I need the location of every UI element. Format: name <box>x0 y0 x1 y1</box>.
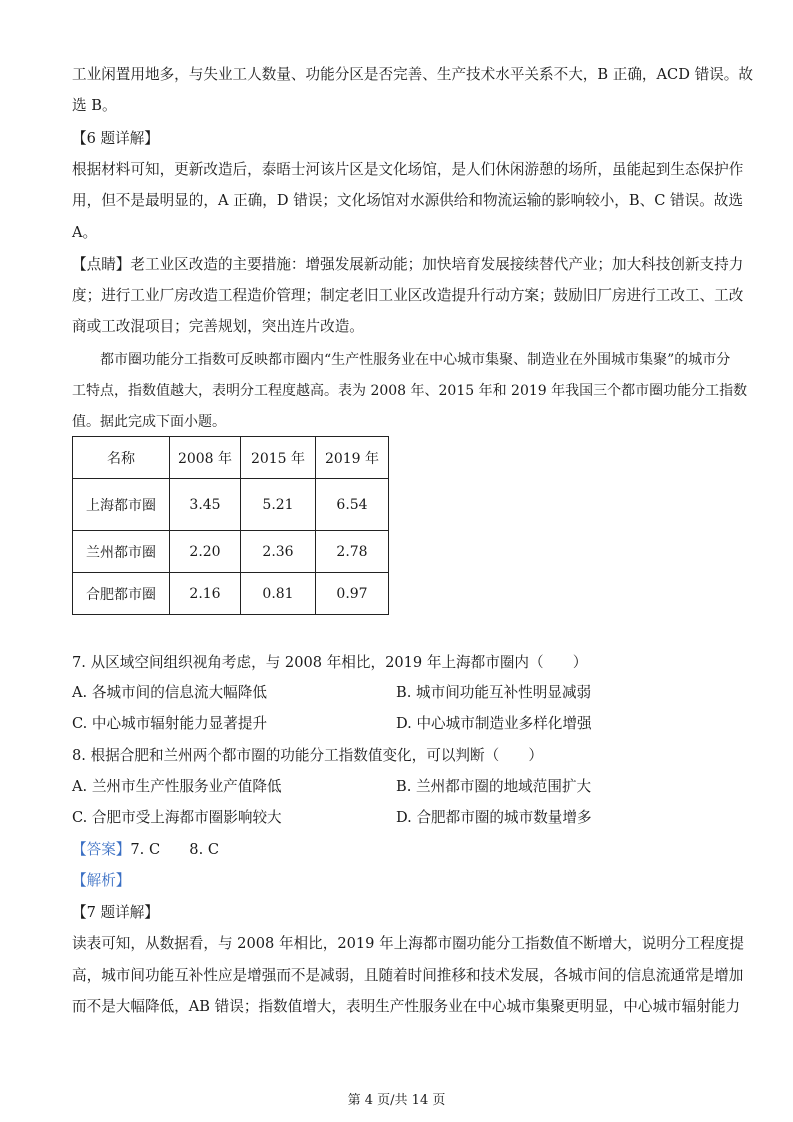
question-8-stem: 8. 根据合肥和兰州两个都市圈的功能分工指数值变化，可以判断（ ） <box>72 747 543 764</box>
analysis-label: 【解析】 <box>72 872 131 889</box>
paragraph-line: 度；进行工业厂房改造工程造价管理；制定老旧工业区改造提升行动方案；鼓励旧厂房进行工改工、工改 <box>72 287 744 304</box>
option: D. 合肥都市圈的城市数量增多 <box>396 809 592 826</box>
table-row <box>73 479 389 531</box>
table-row <box>73 573 389 615</box>
paragraph-line: 商或工改混项目；完善规划，突出连片改造。 <box>72 318 364 335</box>
answer-label: 【答案】 <box>72 841 131 858</box>
question-7-stem: 7. 从区域空间组织视角考虑，与 2008 年相比，2019 年上海都市圈内（ ） <box>72 654 588 671</box>
question-7-options-row <box>72 715 722 733</box>
page-number: 第 4 页/共 14 页 <box>347 1093 446 1108</box>
paragraph-line: 根据材料可知，更新改造后，泰晤士河该片区是文化场馆，是人们休闲游憩的场所，虽能起到生态保护作 <box>72 161 744 178</box>
question-7-options-row <box>72 684 722 702</box>
option: B. 城市间功能互补性明显减弱 <box>396 684 592 701</box>
option: A. 各城市间的信息流大幅降低 <box>72 684 267 701</box>
paragraph-line: 高，城市间功能互补性应是增强而不是减弱，且随着时间推移和技术发展，各城市间的信息流通常是增加 <box>72 967 744 984</box>
table-cell: 2.36 <box>241 531 316 573</box>
question-8-options-row <box>72 778 722 796</box>
option: B. 兰州都市圈的地域范围扩大 <box>396 778 592 795</box>
table-header: 2015 年 <box>241 437 316 479</box>
answer-value: 7. C 8. C <box>130 841 220 858</box>
paragraph-line: 工特点，指数值越大，表明分工程度越高。表为 2008 年、2015 年和 2019 年我国三个都市圈功能分工指数 <box>72 383 748 399</box>
paragraph-line: 而不是大幅降低，AB 错误；指数值增大，表明生产性服务业在中心城市集聚更明显，中心城市辐射能力 <box>72 998 741 1015</box>
paragraph-line: 用，但不是最明显的，A 正确，D 错误；文化场馆对水源供给和物流运输的影响较小，B、C 错误。故选 <box>72 192 743 209</box>
question-8-options-row <box>72 809 722 827</box>
table-cell: 0.97 <box>316 573 389 615</box>
table-row <box>73 531 389 573</box>
table-header: 2008 年 <box>170 437 241 479</box>
table-cell: 0.81 <box>241 573 316 615</box>
table-cell: 2.20 <box>170 531 241 573</box>
option: C. 中心城市辐射能力显著提升 <box>72 715 268 732</box>
table-cell: 3.45 <box>170 479 241 531</box>
table-header: 名称 <box>73 437 170 479</box>
paragraph-line: 读表可知，从数据看，与 2008 年相比，2019 年上海都市圈功能分工指数值不断增大，说明分工程度提 <box>72 935 744 952</box>
paragraph-line: 都市圈功能分工指数可反映都市圈内“生产性服务业在中心城市集聚、制造业在外围城市集聚”的城市分 <box>72 352 731 368</box>
data-table <box>72 436 389 615</box>
option: C. 合肥市受上海都市圈影响较大 <box>72 809 282 826</box>
table-cell: 上海都市圈 <box>73 479 170 531</box>
paragraph-line: 工业闲置用地多，与失业工人数量、功能分区是否完善、生产技术水平关系不大，B 正确，ACD 错误。故 <box>72 66 753 83</box>
paragraph-line: 选 B。 <box>72 97 117 114</box>
table-header: 2019 年 <box>316 437 389 479</box>
section-heading: 【7 题详解】 <box>72 904 159 921</box>
paragraph-line: 【点睛】老工业区改造的主要措施：增强发展新动能；加快培育发展接续替代产业；加大科技创新支持力 <box>72 256 744 273</box>
table-cell: 兰州都市圈 <box>73 531 170 573</box>
option: A. 兰州市生产性服务业产值降低 <box>72 778 282 795</box>
table-cell: 2.16 <box>170 573 241 615</box>
table-cell: 5.21 <box>241 479 316 531</box>
paragraph-line: 值。据此完成下面小题。 <box>72 414 226 430</box>
table-cell: 2.78 <box>316 531 389 573</box>
table-cell: 合肥都市圈 <box>73 573 170 615</box>
option: D. 中心城市制造业多样化增强 <box>396 715 592 732</box>
section-heading: 【6 题详解】 <box>72 130 159 147</box>
paragraph-line: A。 <box>72 224 98 241</box>
table-cell: 6.54 <box>316 479 389 531</box>
answer-line <box>72 841 219 859</box>
table-header-row <box>73 437 389 479</box>
